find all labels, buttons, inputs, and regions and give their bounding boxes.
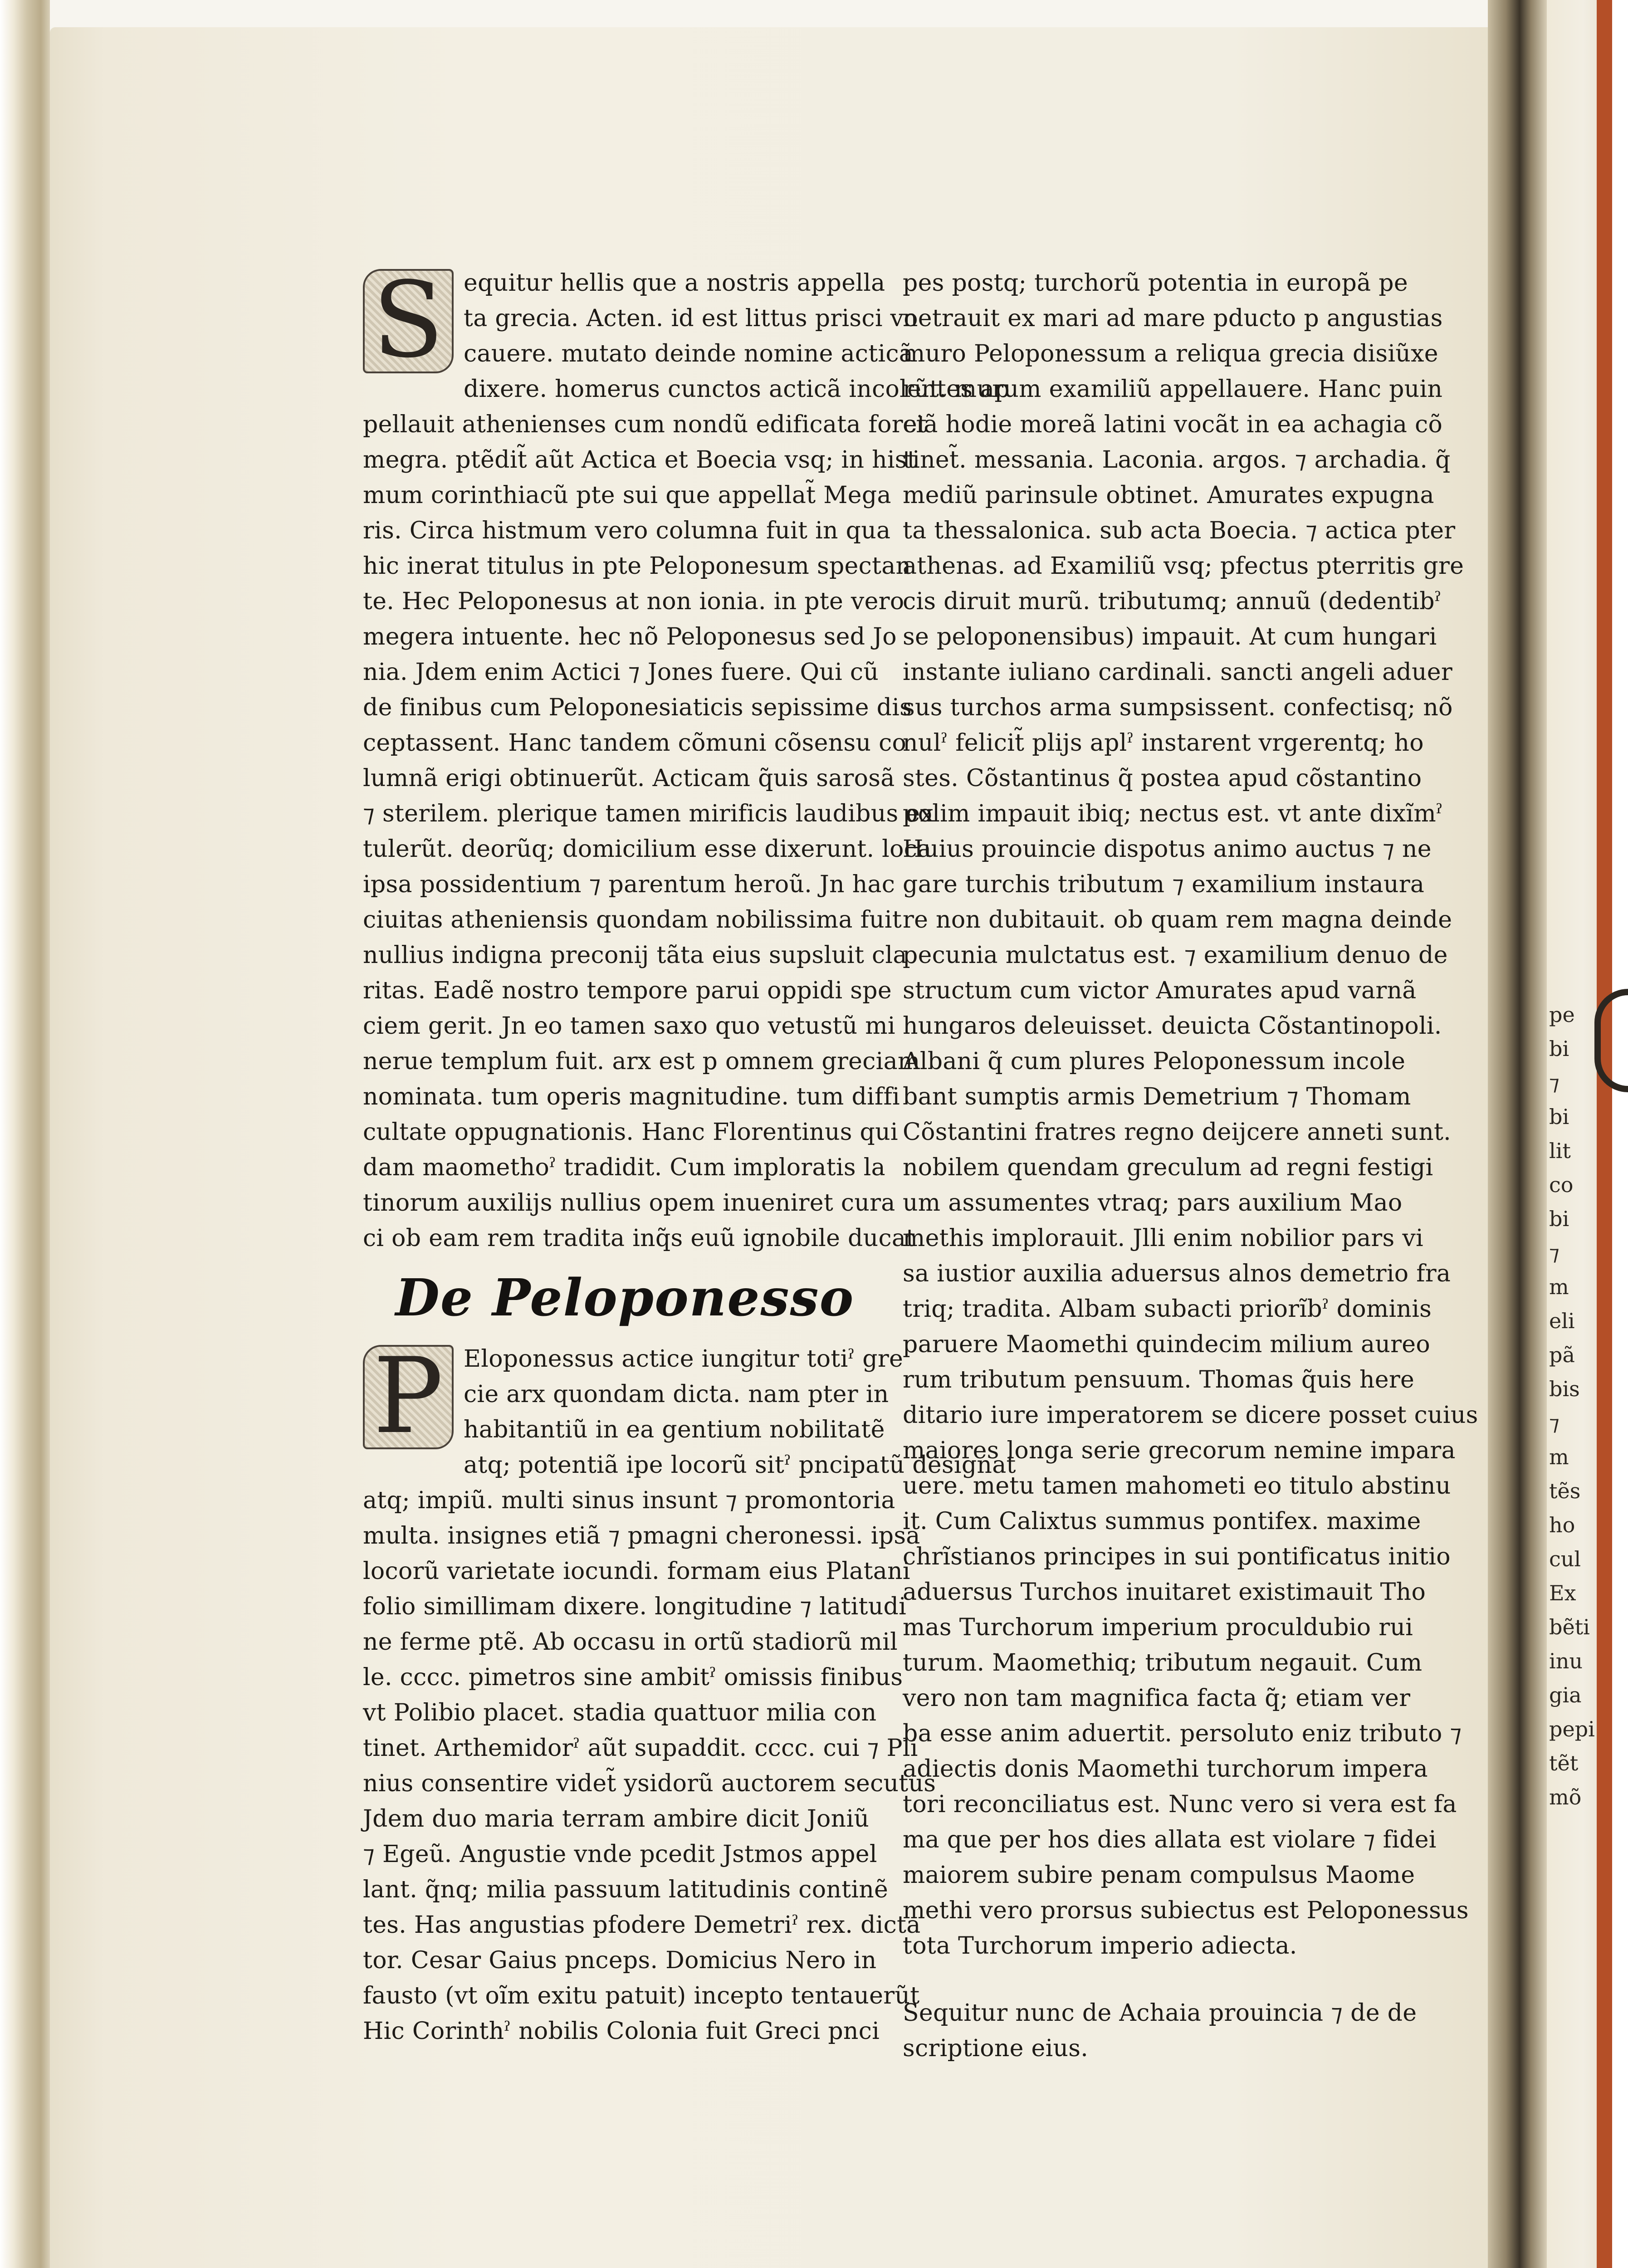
text-line: paruere Maomethi quindecim milium aureo bbox=[903, 1331, 1430, 1358]
text-line: hic inerat titulus in pte Peloponesum spectan bbox=[363, 552, 911, 580]
text-line: Eloponessus actice iungitur totiˀ gre bbox=[464, 1345, 904, 1373]
text-line: tor. Cesar Gaius pnceps. Domicius Nero in bbox=[363, 1947, 877, 1974]
fragment-line: co bbox=[1549, 1173, 1574, 1197]
fragment-line: bi bbox=[1549, 1207, 1569, 1231]
text-line: bant sumptis armis Demetrium ⁊ Thomam bbox=[903, 1083, 1411, 1110]
book-cover-edge bbox=[1597, 0, 1612, 2268]
facing-page-initial bbox=[1594, 989, 1628, 1092]
text-line: mas Turchorum imperium proculdubio rui bbox=[903, 1614, 1413, 1641]
text-line: muro Peloponessum a reliqua grecia disiũxe bbox=[903, 340, 1438, 367]
text-line: adiectis donis Maomethi turchorum impera bbox=[903, 1755, 1428, 1783]
left-paragraph-1 bbox=[363, 265, 1010, 1256]
text-line: pecunia mulctatus est. ⁊ examilium denuo de bbox=[903, 942, 1448, 969]
dropcap-S: S bbox=[363, 269, 454, 373]
text-line: Cõstantini fratres regno deijcere anneti sunt. bbox=[903, 1119, 1452, 1146]
text-line: Jdem duo maria terram ambire dicit Joniũ bbox=[363, 1805, 870, 1833]
text-line: methi vero prorsus subiectus est Peloponessus bbox=[903, 1897, 1469, 1924]
text-line: athenas. ad Examiliũ vsq; pfectus pterritis gre bbox=[903, 552, 1464, 580]
text-line: vt Polibio placet. stadia quattuor milia con bbox=[363, 1699, 877, 1726]
text-line: maiorem subire penam compulsus Maome bbox=[903, 1862, 1415, 1889]
fragment-line: tẽs bbox=[1549, 1479, 1581, 1503]
text-line: ceptassent. Hanc tandem cõmuni cõsensu co bbox=[363, 729, 907, 757]
text-line: habitantiũ in ea gentium nobilitatẽ bbox=[464, 1416, 885, 1443]
text-line: nullius indigna preconij tãta eius supsluit cla bbox=[363, 942, 907, 969]
text-line: atq; impiũ. multi sinus insunt ⁊ promontoria bbox=[363, 1487, 895, 1514]
text-line: pes postq; turchorũ potentia in europã pe bbox=[903, 269, 1408, 297]
text-line: tinet̃. messania. Laconia. argos. ⁊ archadia. q̃ bbox=[903, 446, 1451, 474]
text-line: ris. Circa histmum vero columna fuit in qua bbox=[363, 517, 891, 544]
fragment-line: gia bbox=[1549, 1683, 1582, 1707]
text-line: maiores longa serie grecorum nemine impara bbox=[903, 1437, 1456, 1464]
text-line: gare turchis tributum ⁊ examilium instaura bbox=[903, 871, 1425, 898]
section-heading: De Peloponesso bbox=[395, 1268, 855, 1328]
text-line: pellauit athenienses cum nondũ edificata foret bbox=[363, 411, 927, 438]
right-text-column bbox=[903, 265, 1478, 2066]
text-line: rum tributum pensuum. Thomas q̃uis here bbox=[903, 1366, 1415, 1393]
text-line: turum. Maomethiq; tributum negauit. Cum bbox=[903, 1649, 1423, 1677]
text-line: ba esse anim aduertit. persoluto eniz tributo ⁊ bbox=[903, 1720, 1462, 1747]
left-text-column bbox=[363, 260, 1016, 2049]
text-line: ditario iure imperatorem se dicere posset cuius bbox=[903, 1402, 1478, 1429]
text-line: scriptione eius. bbox=[903, 2035, 1089, 2062]
text-line: ciã hodie moreã latini vocãt in ea achagia cõ bbox=[903, 411, 1443, 438]
fragment-line: m bbox=[1549, 1445, 1569, 1469]
text-line: ne ferme ptẽ. Ab occasu in ortũ stadiorũ mil bbox=[363, 1628, 898, 1656]
fragment-line: bi bbox=[1549, 1105, 1569, 1129]
text-line: de finibus cum Peloponesiaticis sepissime dis bbox=[363, 694, 912, 721]
text-line: cis diruit murũ. tributumq; annuũ (dedentibˀ bbox=[903, 588, 1442, 615]
text-line: fausto (vt oĩm exitu patuit) incepto tentauerũt bbox=[363, 1982, 920, 2009]
text-line: hungaros deleuisset. deuicta Cõstantinopoli. bbox=[903, 1012, 1442, 1040]
text-line: megera intuente. hec nõ Peloponesus sed Jo bbox=[363, 623, 897, 650]
text-line: triq; tradita. Albam subacti priorĩbˀ dominis bbox=[903, 1295, 1432, 1323]
text-line: polim impauit ibiq; nectus est. vt ante dixĩmˀ bbox=[903, 800, 1443, 827]
text-line: nius consentire videt̃ ysidorũ auctorem secutus bbox=[363, 1770, 936, 1797]
text-line: tota Turchorum imperio adiecta. bbox=[903, 1932, 1297, 1960]
text-line: methis implorauit. Jlli enim nobilior pars vi bbox=[903, 1225, 1423, 1252]
fragment-line: ⁊ bbox=[1549, 1241, 1560, 1265]
fragment-line: ⁊ bbox=[1549, 1411, 1560, 1435]
fragment-line: mõ bbox=[1549, 1785, 1582, 1809]
text-line: ta grecia. Acten. id est littus prisci vo bbox=[464, 305, 918, 332]
text-line: it. Cum Calixtus summus pontifex. maxime bbox=[903, 1508, 1421, 1535]
text-line: um assumentes vtraq; pars auxilium Mao bbox=[903, 1189, 1403, 1217]
text-line: lumnã erigi obtinuerũt. Acticam q̃uis sarosã bbox=[363, 765, 895, 792]
book-edge-left bbox=[0, 0, 50, 2268]
text-line: uere. metu tamen mahometi eo titulo abstinu bbox=[903, 1472, 1451, 1500]
text-line: aduersus Turchos inuitaret existimauit Tho bbox=[903, 1579, 1426, 1606]
text-line: megra. ptẽdit̃ aũt Actica et Boecia vsq; in hist bbox=[363, 446, 917, 474]
text-line: mum corinthiacũ pte sui que appellat̃ Mega bbox=[363, 482, 891, 509]
text-line: cultate oppugnationis. Hanc Florentinus qui bbox=[363, 1119, 898, 1146]
text-line: Albani q̃ cum plures Peloponessum incole bbox=[903, 1048, 1406, 1075]
text-line: tinorum auxilijs nullius opem inueniret cura bbox=[363, 1189, 895, 1217]
text-line: lant. q̃nq; milia passuum latitudinis continẽ bbox=[363, 1876, 889, 1903]
text-line: le. cccc. pimetros sine ambitˀ omissis finibus bbox=[363, 1664, 903, 1691]
text-line: ciuitas atheniensis quondam nobilissima fuit bbox=[363, 906, 902, 934]
text-line: ci ob eam rem tradita inq̃s euũ ignobile ducat bbox=[363, 1225, 916, 1252]
text-line: structum cum victor Amurates apud varnã bbox=[903, 977, 1417, 1004]
text-line: Sequitur nunc de Achaia prouincia ⁊ de de bbox=[903, 1999, 1417, 2027]
text-line: dam maomethoˀ tradidit. Cum imploratis la bbox=[363, 1154, 885, 1181]
text-line: ritas. Eadẽ nostro tempore parui oppidi spe bbox=[363, 977, 892, 1004]
fragment-line: m bbox=[1549, 1275, 1569, 1299]
fragment-line: ⁊ bbox=[1549, 1070, 1560, 1095]
text-line: sus turchos arma sumpsissent. confectisq; nõ bbox=[903, 694, 1453, 721]
text-line: tori reconciliatus est. Nunc vero si vera est fa bbox=[903, 1791, 1457, 1818]
text-line: Huius prouincie dispotus animo auctus ⁊ ne bbox=[903, 836, 1432, 863]
text-line: mediũ parinsule obtinet. Amurates expugna bbox=[903, 482, 1434, 509]
text-line: equitur hellis que a nostris appella bbox=[464, 269, 885, 297]
text-line: ma que per hos dies allata est violare ⁊ fidei bbox=[903, 1826, 1437, 1853]
fragment-line: tẽt bbox=[1549, 1751, 1579, 1775]
text-line: ciem gerit. Jn eo tamen saxo quo vetustũ mi bbox=[363, 1012, 895, 1040]
fragment-line: bis bbox=[1549, 1377, 1580, 1401]
text-line: nerue templum fuit. arx est p omnem greciam bbox=[363, 1048, 920, 1075]
fragment-line: bẽti bbox=[1549, 1615, 1590, 1639]
text-line: locorũ varietate iocundi. formam eius Platani bbox=[363, 1558, 910, 1585]
right-paragraph-1 bbox=[903, 265, 1478, 1964]
text-line: instante iuliano cardinali. sancti angeli aduer bbox=[903, 659, 1453, 686]
text-line: atq; potentiã ipe locorũ sitˀ pncipatũ designat bbox=[464, 1452, 1016, 1479]
fragment-line: lit bbox=[1549, 1139, 1571, 1163]
text-line: vero non tam magnifica facta q̃; etiam ver bbox=[903, 1685, 1411, 1712]
dropcap-P: P bbox=[363, 1345, 454, 1449]
text-line: Hic Corinthˀ nobilis Colonia fuit Greci pnci bbox=[363, 2018, 880, 2045]
fragment-line: inu bbox=[1549, 1649, 1583, 1673]
right-paragraph-2 bbox=[903, 1995, 1433, 2066]
fragment-line: Ex bbox=[1549, 1581, 1576, 1605]
text-line: ipsa possidentium ⁊ parentum heroũ. Jn hac bbox=[363, 871, 895, 898]
text-line: sa iustior auxilia aduersus alnos demetrio fra bbox=[903, 1260, 1451, 1287]
text-line: netrauit ex mari ad mare pducto p angustias bbox=[903, 305, 1443, 332]
fragment-line: ho bbox=[1549, 1513, 1575, 1537]
text-line: tinet. Arthemidorˀ aũt supaddit. cccc. cui ⁊ Pli bbox=[363, 1735, 918, 1762]
fragment-line: bi bbox=[1549, 1036, 1569, 1061]
fragment-line: cul bbox=[1549, 1547, 1581, 1571]
text-line: nulˀ felicit̃ plijs aplˀ instarent vrgerentq; ho bbox=[903, 729, 1424, 757]
text-line: nobilem quendam greculum ad regni festigi bbox=[903, 1154, 1433, 1181]
text-line: cie arx quondam dicta. nam pter in bbox=[464, 1381, 889, 1408]
text-line: se peloponensibus) impauit. At cum hungari bbox=[903, 623, 1437, 650]
text-line: stes. Cõstantinus q̃ postea apud cõstantino bbox=[903, 765, 1422, 792]
text-line: ta thessalonica. sub acta Boecia. ⁊ actica pter bbox=[903, 517, 1456, 544]
text-line: nominata. tum operis magnitudine. tum diffi bbox=[363, 1083, 900, 1110]
text-line: cauere. mutato deinde nomine acticã bbox=[464, 340, 914, 367]
text-line: rũt. murum examiliũ appellauere. Hanc puin bbox=[903, 376, 1443, 403]
text-line: folio simillimam dixere. longitudine ⁊ latitudi bbox=[363, 1593, 907, 1620]
text-line: dixere. homerus cunctos acticã incolentes ap bbox=[464, 376, 1010, 403]
text-line: re non dubitauit. ob quam rem magna deinde bbox=[903, 906, 1452, 934]
text-line: ⁊ Egeũ. Angustie vnde pcedit Jstmos appel bbox=[363, 1841, 877, 1868]
text-line: multa. insignes etiã ⁊ pmagni cheronessi. ipsa bbox=[363, 1522, 920, 1549]
text-line: te. Hec Peloponesus at non ionia. in pte vero bbox=[363, 588, 904, 615]
text-line: chrĩstianos principes in sui pontificatus initio bbox=[903, 1543, 1451, 1570]
text-line: tulerũt. deorũq; domicilium esse dixerunt. loca bbox=[363, 836, 932, 863]
text-line: ⁊ sterilem. plerique tamen mirificis laudibus ex bbox=[363, 800, 934, 827]
text-line: nia. Jdem enim Actici ⁊ Jones fuere. Qui cũ bbox=[363, 659, 879, 686]
fragment-line: eli bbox=[1549, 1309, 1575, 1333]
facing-page-text-fragment bbox=[1549, 998, 1595, 1814]
paragraph-gap bbox=[903, 1964, 1433, 1995]
fragment-line: pepi bbox=[1549, 1717, 1595, 1741]
book-gutter bbox=[1488, 0, 1547, 2268]
fragment-line: pe bbox=[1549, 1002, 1575, 1027]
text-line: tes. Has angustias pfodere Demetriˀ rex. dicta bbox=[363, 1911, 921, 1939]
fragment-line: pã bbox=[1549, 1343, 1575, 1367]
